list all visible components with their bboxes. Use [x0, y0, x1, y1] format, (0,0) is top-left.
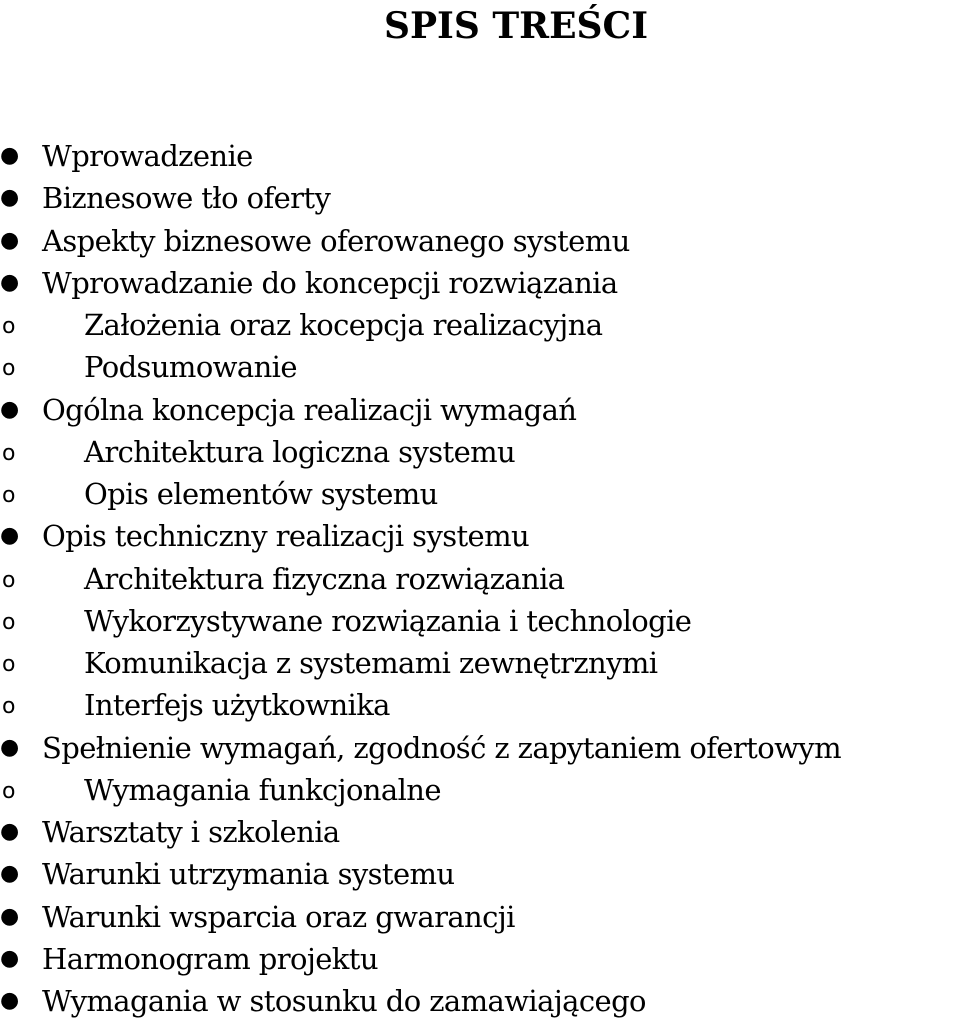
list-item-label: Interfejs użytkownika — [84, 688, 390, 723]
list-item-label: Warunki utrzymania systemu — [42, 857, 455, 892]
list-item — [0, 558, 960, 600]
list-item — [0, 600, 960, 642]
bullet-icon: ● — [0, 988, 19, 1013]
list-item-label: Wykorzystywane rozwiązania i technologie — [84, 603, 692, 638]
list-item — [0, 262, 960, 304]
list-item-label: Komunikacja z systemami zewnętrznymi — [84, 646, 658, 680]
list-item — [0, 220, 960, 262]
sub-bullet-icon: o — [2, 483, 15, 508]
list-item — [0, 135, 960, 177]
list-item-label: Wprowadzanie do koncepcji rozwiązania — [42, 265, 618, 300]
bullet-icon: ● — [0, 523, 19, 549]
list-item-label: Wprowadzenie — [42, 139, 253, 173]
sub-bullet-icon: o — [2, 440, 15, 466]
sub-bullet-icon: o — [2, 778, 15, 804]
list-item — [0, 980, 960, 1022]
bullet-icon: ● — [0, 945, 19, 971]
list-item-label: Biznesowe tło oferty — [42, 181, 331, 216]
list-item — [0, 684, 960, 726]
sub-bullet-icon: o — [2, 314, 15, 339]
list-item-label: Założenia oraz kocepcja realizacyjna — [84, 308, 603, 342]
bullet-icon: ● — [0, 227, 19, 253]
list-item-label: Wymagania w stosunku do zamawiającego — [42, 984, 646, 1018]
bullet-icon: ● — [0, 819, 19, 844]
list-item — [0, 431, 960, 473]
list-item — [0, 727, 960, 769]
sub-bullet-icon: o — [2, 356, 15, 382]
list-item-label: Wymagania funkcjonalne — [84, 772, 441, 807]
list-item-label: Warsztaty i szkolenia — [42, 815, 340, 849]
list-item — [0, 642, 960, 684]
list-item-label: Ogólna koncepcja realizacji wymagań — [42, 392, 577, 427]
sub-bullet-icon: o — [2, 694, 15, 720]
list-item — [0, 811, 960, 853]
bullet-icon: ● — [0, 903, 19, 929]
list-item-label: Opis elementów systemu — [84, 477, 438, 511]
bullet-icon: ● — [0, 185, 19, 211]
list-item — [0, 304, 960, 346]
table-of-contents — [0, 135, 960, 1022]
list-item — [0, 389, 960, 431]
list-item-label: Warunki wsparcia oraz gwarancji — [42, 899, 515, 934]
list-item — [0, 515, 960, 557]
page-title: SPIS TREŚCI — [383, 5, 649, 47]
list-item — [0, 853, 960, 895]
list-item-label: Harmonogram projektu — [42, 941, 378, 976]
list-item-label: Opis techniczny realizacji systemu — [42, 519, 530, 554]
sub-bullet-icon: o — [2, 652, 15, 677]
list-item-label: Podsumowanie — [84, 350, 297, 385]
list-item — [0, 177, 960, 219]
sub-bullet-icon: o — [2, 567, 15, 593]
bullet-icon: ● — [0, 396, 19, 422]
bullet-icon: ● — [0, 269, 19, 295]
list-item-label: Aspekty biznesowe oferowanego systemu — [42, 223, 630, 258]
list-item-label: Spełnienie wymagań, zgodność z zapytaniem ofertowym — [42, 730, 841, 765]
list-item — [0, 938, 960, 980]
list-item — [0, 473, 960, 515]
list-item — [0, 769, 960, 811]
list-item — [0, 896, 960, 938]
sub-bullet-icon: o — [2, 609, 15, 635]
bullet-icon: ● — [0, 734, 19, 760]
bullet-icon: ● — [0, 143, 19, 168]
list-item-label: Architektura fizyczna rozwiązania — [84, 561, 565, 596]
list-item — [0, 346, 960, 388]
bullet-icon: ● — [0, 861, 19, 887]
list-item-label: Architektura logiczna systemu — [84, 434, 516, 469]
